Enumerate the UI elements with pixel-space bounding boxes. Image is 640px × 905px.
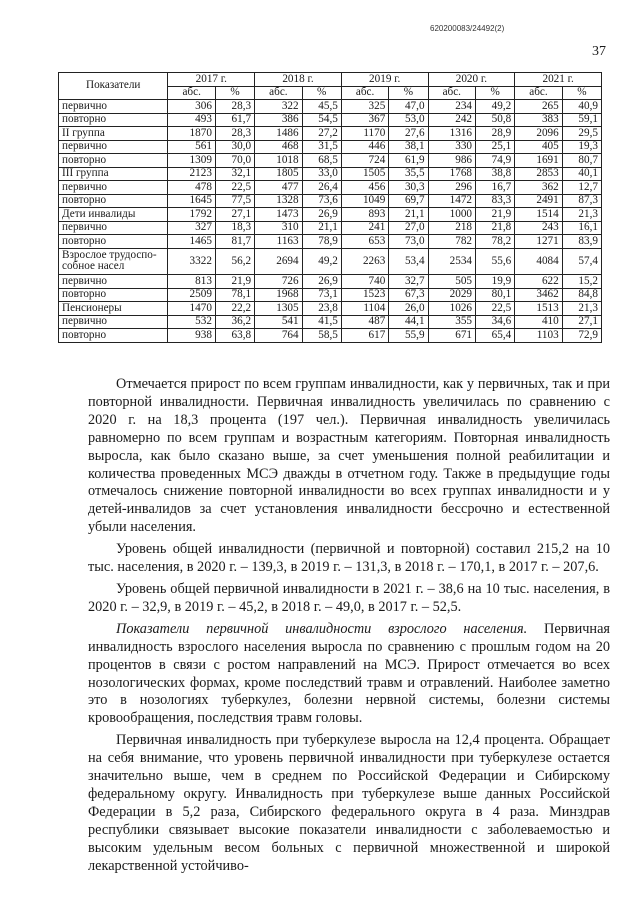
percent-cell: 53,4 (389, 248, 428, 275)
percent-cell: 27,0 (389, 221, 428, 235)
paragraph: Первичная инвалидность при туберкулезе выросла на 12,4 процента. Обращает на себя внимание, что уровень первичной инвалидности при туберкулезе остается значительно выше, чем в среднем по Российской Федерации и Сибирскому федеральному округу. Инвалидность при туберкулезе выше данных Российской Федерации в 5,2 раза, Сибирского федерального округа в 4 раза. Минздрав республики связывает высокие показатели инвалидности с заболеваемостью и высоким удельным весом больных с первичной множественной и широкой лекарственной устойчиво- (88, 732, 610, 874)
row-label: повторно (59, 329, 168, 343)
percent-cell: 38,8 (476, 167, 515, 181)
abs-cell: 1514 (515, 208, 562, 222)
abs-cell: 893 (341, 208, 388, 222)
percent-cell: 83,9 (562, 235, 601, 249)
row-label: III группа (59, 167, 168, 181)
percent-cell: 56,2 (215, 248, 254, 275)
percent-cell: 32,1 (215, 167, 254, 181)
percent-cell: 34,6 (476, 315, 515, 329)
abs-cell: 1305 (255, 302, 302, 316)
percent-cell: 23,8 (302, 302, 341, 316)
row-label: первично (59, 315, 168, 329)
table-row (59, 302, 602, 316)
percent-cell: 77,5 (215, 194, 254, 208)
document-id: 620200083/24492(2) (430, 24, 505, 33)
abs-cell: 986 (428, 154, 475, 168)
abs-cell: 813 (168, 275, 215, 289)
percent-header: % (389, 86, 428, 100)
abs-cell: 1465 (168, 235, 215, 249)
abs-cell: 2534 (428, 248, 475, 275)
percent-cell: 70,0 (215, 154, 254, 168)
table-row (59, 235, 602, 249)
abs-cell: 4084 (515, 248, 562, 275)
percent-cell: 54,5 (302, 113, 341, 127)
table-row (59, 113, 602, 127)
abs-cell: 724 (341, 154, 388, 168)
italic-heading: Показатели первичной инвалидности взрослого населения. (116, 620, 528, 637)
percent-cell: 69,7 (389, 194, 428, 208)
percent-cell: 33,0 (302, 167, 341, 181)
percent-cell: 83,3 (476, 194, 515, 208)
row-label: первично (59, 275, 168, 289)
row-label: первично (59, 221, 168, 235)
abs-cell: 242 (428, 113, 475, 127)
abs-cell: 1049 (341, 194, 388, 208)
percent-cell: 27,1 (215, 208, 254, 222)
percent-cell: 80,1 (476, 288, 515, 302)
abs-cell: 383 (515, 113, 562, 127)
abs-cell: 2096 (515, 127, 562, 141)
percent-cell: 22,5 (215, 181, 254, 195)
abs-cell: 2491 (515, 194, 562, 208)
table-row (59, 100, 602, 114)
percent-cell: 28,9 (476, 127, 515, 141)
abs-cell: 1163 (255, 235, 302, 249)
abs-cell: 3462 (515, 288, 562, 302)
year-header: 2018 г. (255, 73, 342, 87)
year-header: 2019 г. (341, 73, 428, 87)
abs-cell: 1309 (168, 154, 215, 168)
table-row (59, 329, 602, 343)
abs-cell: 493 (168, 113, 215, 127)
abs-cell: 1470 (168, 302, 215, 316)
percent-cell: 73,6 (302, 194, 341, 208)
percent-cell: 16,1 (562, 221, 601, 235)
row-label: повторно (59, 194, 168, 208)
abs-cell: 671 (428, 329, 475, 343)
percent-header: % (302, 86, 341, 100)
abs-cell: 541 (255, 315, 302, 329)
abs-cell: 241 (341, 221, 388, 235)
percent-cell: 26,9 (302, 275, 341, 289)
abs-cell: 1768 (428, 167, 475, 181)
percent-cell: 21,9 (215, 275, 254, 289)
percent-cell: 80,7 (562, 154, 601, 168)
abs-cell: 1505 (341, 167, 388, 181)
percent-cell: 30,0 (215, 140, 254, 154)
percent-cell: 32,7 (389, 275, 428, 289)
percent-cell: 72,9 (562, 329, 601, 343)
abs-cell: 1018 (255, 154, 302, 168)
percent-header: % (476, 86, 515, 100)
abs-cell: 296 (428, 181, 475, 195)
paragraph: Уровень общей первичной инвалидности в 2021 г. – 38,6 на 10 тыс. населения, в 2020 г. – 32,9, в 2019 г. – 45,2, в 2018 г. – 49,0, в 2017 г. – 52,5. (88, 580, 610, 615)
abs-cell: 1170 (341, 127, 388, 141)
abs-cell: 410 (515, 315, 562, 329)
percent-cell: 26,9 (302, 208, 341, 222)
row-label: Пенсионеры (59, 302, 168, 316)
row-label: первично (59, 100, 168, 114)
abs-header: абс. (341, 86, 388, 100)
abs-cell: 1870 (168, 127, 215, 141)
percent-cell: 53,0 (389, 113, 428, 127)
percent-cell: 44,1 (389, 315, 428, 329)
abs-cell: 2263 (341, 248, 388, 275)
abs-cell: 456 (341, 181, 388, 195)
paragraph: Отмечается прирост по всем группам инвалидности, как у первичных, так и при повторной инвалидности. Первичная инвалидность увеличилась по сравнению с 2020 г. на 18,3 процента (197 чел.). Первичная инвалидность увеличилась равномерно по всем группам и возрастным категориям. Повторная инвалидность выросла, как было сказано выше, за счет уменьшения полной реабилитации и количества проведенных МСЭ дважды в отчетном году. Также в предыдущие годы отмечалось снижение повторной инвалидности во всех группах инвалидности и у детей-инвалидов за счет установления инвалидности бессрочно и естественной убыли населения. (88, 376, 610, 536)
percent-cell: 49,2 (476, 100, 515, 114)
abs-cell: 1486 (255, 127, 302, 141)
abs-cell: 726 (255, 275, 302, 289)
table-row (59, 248, 602, 275)
percent-cell: 47,0 (389, 100, 428, 114)
percent-cell: 55,6 (476, 248, 515, 275)
abs-header: абс. (428, 86, 475, 100)
row-label: повторно (59, 235, 168, 249)
abs-cell: 243 (515, 221, 562, 235)
abs-cell: 234 (428, 100, 475, 114)
percent-cell: 21,3 (562, 208, 601, 222)
percent-cell: 59,1 (562, 113, 601, 127)
abs-cell: 478 (168, 181, 215, 195)
indicator-header: Показатели (59, 73, 168, 100)
abs-cell: 1472 (428, 194, 475, 208)
abs-header: абс. (515, 86, 562, 100)
disability-table (58, 72, 602, 343)
table-row (59, 221, 602, 235)
percent-cell: 21,1 (302, 221, 341, 235)
abs-cell: 1000 (428, 208, 475, 222)
table-row (59, 208, 602, 222)
abs-cell: 2694 (255, 248, 302, 275)
abs-cell: 265 (515, 100, 562, 114)
percent-cell: 27,6 (389, 127, 428, 141)
row-label: Взрослое трудоспо-собное насел (59, 248, 168, 275)
abs-cell: 1792 (168, 208, 215, 222)
percent-cell: 26,0 (389, 302, 428, 316)
table-body (59, 100, 602, 343)
abs-cell: 561 (168, 140, 215, 154)
row-label: повторно (59, 154, 168, 168)
percent-cell: 61,9 (389, 154, 428, 168)
table-row (59, 167, 602, 181)
abs-cell: 1645 (168, 194, 215, 208)
percent-cell: 73,1 (302, 288, 341, 302)
abs-cell: 327 (168, 221, 215, 235)
table-row (59, 288, 602, 302)
abs-cell: 1328 (255, 194, 302, 208)
percent-cell: 38,1 (389, 140, 428, 154)
percent-cell: 21,9 (476, 208, 515, 222)
percent-cell: 21,3 (562, 302, 601, 316)
percent-cell: 74,9 (476, 154, 515, 168)
percent-cell: 26,4 (302, 181, 341, 195)
abs-cell: 2029 (428, 288, 475, 302)
percent-cell: 12,7 (562, 181, 601, 195)
percent-cell: 49,2 (302, 248, 341, 275)
abs-cell: 2509 (168, 288, 215, 302)
abs-cell: 405 (515, 140, 562, 154)
percent-header: % (215, 86, 254, 100)
year-header: 2020 г. (428, 73, 515, 87)
abs-cell: 322 (255, 100, 302, 114)
abs-cell: 1104 (341, 302, 388, 316)
table-row (59, 154, 602, 168)
abs-cell: 1316 (428, 127, 475, 141)
abs-cell: 310 (255, 221, 302, 235)
percent-cell: 18,3 (215, 221, 254, 235)
abs-header: абс. (168, 86, 215, 100)
percent-cell: 27,1 (562, 315, 601, 329)
table-header-years (59, 73, 602, 87)
percent-cell: 21,1 (389, 208, 428, 222)
percent-cell: 67,3 (389, 288, 428, 302)
year-header: 2021 г. (515, 73, 602, 87)
percent-cell: 55,9 (389, 329, 428, 343)
percent-cell: 16,7 (476, 181, 515, 195)
abs-cell: 446 (341, 140, 388, 154)
percent-cell: 29,5 (562, 127, 601, 141)
table-row (59, 181, 602, 195)
abs-cell: 1103 (515, 329, 562, 343)
abs-cell: 306 (168, 100, 215, 114)
percent-cell: 40,9 (562, 100, 601, 114)
row-label: первично (59, 140, 168, 154)
abs-cell: 1513 (515, 302, 562, 316)
abs-cell: 362 (515, 181, 562, 195)
body-text (88, 376, 610, 879)
abs-cell: 764 (255, 329, 302, 343)
abs-cell: 1271 (515, 235, 562, 249)
row-label: повторно (59, 113, 168, 127)
percent-cell: 27,2 (302, 127, 341, 141)
table-row (59, 140, 602, 154)
abs-cell: 367 (341, 113, 388, 127)
abs-cell: 1805 (255, 167, 302, 181)
table-row (59, 275, 602, 289)
percent-cell: 81,7 (215, 235, 254, 249)
abs-cell: 487 (341, 315, 388, 329)
abs-cell: 505 (428, 275, 475, 289)
percent-cell: 25,1 (476, 140, 515, 154)
abs-cell: 1691 (515, 154, 562, 168)
abs-cell: 938 (168, 329, 215, 343)
percent-cell: 78,2 (476, 235, 515, 249)
percent-cell: 19,9 (476, 275, 515, 289)
percent-cell: 22,2 (215, 302, 254, 316)
percent-cell: 21,8 (476, 221, 515, 235)
abs-cell: 740 (341, 275, 388, 289)
percent-cell: 68,5 (302, 154, 341, 168)
abs-cell: 355 (428, 315, 475, 329)
table-row (59, 127, 602, 141)
row-label: II группа (59, 127, 168, 141)
abs-cell: 1473 (255, 208, 302, 222)
table-row (59, 194, 602, 208)
percent-cell: 28,3 (215, 100, 254, 114)
percent-cell: 50,8 (476, 113, 515, 127)
percent-cell: 65,4 (476, 329, 515, 343)
percent-header: % (562, 86, 601, 100)
abs-cell: 3322 (168, 248, 215, 275)
abs-cell: 325 (341, 100, 388, 114)
percent-cell: 28,3 (215, 127, 254, 141)
paragraph-body: Первичная инвалидность взрослого населения выросла по сравнению с прошлым годом на 20 процентов в связи с ростом направлений на МСЭ. Прирост отмечается во всех нозологических формах, кроме последствий травм и отравлений. Наиболее заметно это в нозологиях туберкулез, болезни нервной системы, болезни системы кровообращения, последствия травм головы. (88, 620, 611, 727)
abs-cell: 782 (428, 235, 475, 249)
percent-cell: 87,3 (562, 194, 601, 208)
percent-cell: 40,1 (562, 167, 601, 181)
percent-cell: 15,2 (562, 275, 601, 289)
paragraph-adult (88, 621, 610, 728)
percent-cell: 57,4 (562, 248, 601, 275)
abs-cell: 386 (255, 113, 302, 127)
paragraph: Уровень общей инвалидности (первичной и повторной) составил 215,2 на 10 тыс. населения, в 2020 г. – 139,3, в 2019 г. – 131,3, в 2018 г. – 170,1, в 2017 г. – 207,6. (88, 541, 610, 576)
percent-cell: 22,5 (476, 302, 515, 316)
abs-cell: 2123 (168, 167, 215, 181)
percent-cell: 73,0 (389, 235, 428, 249)
percent-cell: 41,5 (302, 315, 341, 329)
abs-cell: 622 (515, 275, 562, 289)
page-number: 37 (592, 44, 606, 59)
percent-cell: 19,3 (562, 140, 601, 154)
abs-cell: 477 (255, 181, 302, 195)
percent-cell: 84,8 (562, 288, 601, 302)
abs-cell: 468 (255, 140, 302, 154)
percent-cell: 35,5 (389, 167, 428, 181)
year-header: 2017 г. (168, 73, 255, 87)
percent-cell: 31,5 (302, 140, 341, 154)
abs-cell: 1523 (341, 288, 388, 302)
percent-cell: 63,8 (215, 329, 254, 343)
abs-cell: 1026 (428, 302, 475, 316)
row-label: повторно (59, 288, 168, 302)
abs-cell: 532 (168, 315, 215, 329)
percent-cell: 78,9 (302, 235, 341, 249)
row-label: Дети инвалиды (59, 208, 168, 222)
percent-cell: 36,2 (215, 315, 254, 329)
abs-cell: 617 (341, 329, 388, 343)
abs-cell: 218 (428, 221, 475, 235)
table-row (59, 315, 602, 329)
abs-cell: 1968 (255, 288, 302, 302)
row-label: первично (59, 181, 168, 195)
abs-header: абс. (255, 86, 302, 100)
abs-cell: 2853 (515, 167, 562, 181)
percent-cell: 58,5 (302, 329, 341, 343)
percent-cell: 45,5 (302, 100, 341, 114)
percent-cell: 61,7 (215, 113, 254, 127)
abs-cell: 653 (341, 235, 388, 249)
abs-cell: 330 (428, 140, 475, 154)
percent-cell: 30,3 (389, 181, 428, 195)
percent-cell: 78,1 (215, 288, 254, 302)
